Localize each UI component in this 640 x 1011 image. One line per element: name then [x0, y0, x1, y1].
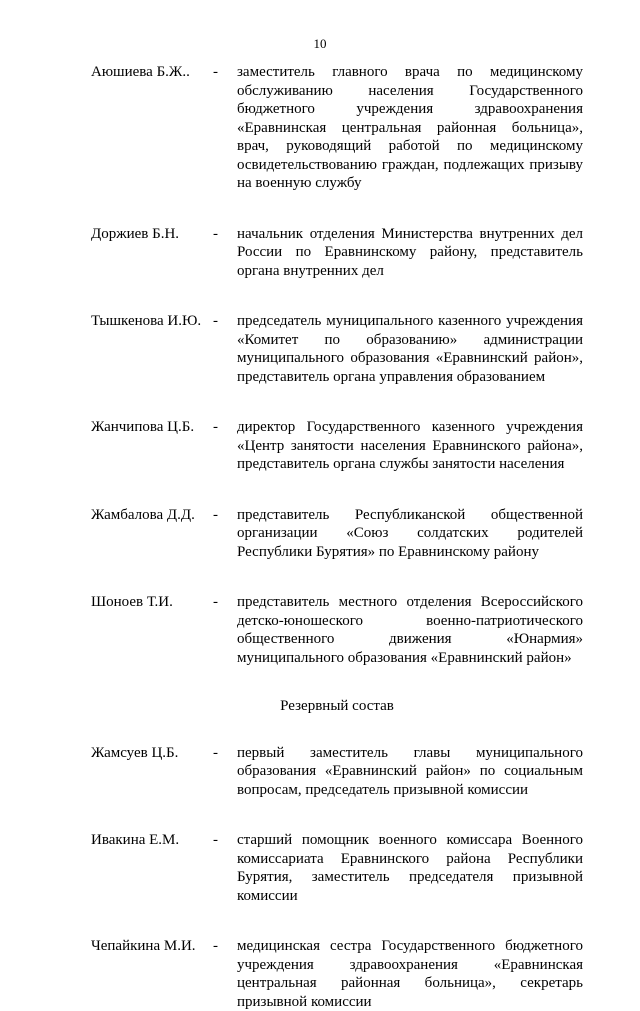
commission-member-list: [91, 63, 583, 1011]
member-description: заместитель главного врача по медицинскому обслуживанию населения Государственного бюджетного учреждения здравоохранения «Еравнинская центральная районная больница», врач, руководящий работой по медицинскому освидетельствованию граждан, подлежащих призыву на военную службу: [237, 64, 583, 191]
member-description: первый заместитель главы муниципального образования «Еравнинский район» по социальным вопросам, председатель призывной комиссии: [237, 744, 583, 798]
member-entry: [91, 312, 583, 386]
member-description: представитель местного отделения Всероссийского детско-юношеского военно-патриотического общественного движения «Юнармия» муниципального образования «Еравнинский район»: [237, 594, 583, 666]
member-name: Жанчипова Ц.Б.: [91, 419, 195, 435]
member-dash: -: [213, 419, 218, 435]
member-name: Чепайкина М.И.: [91, 938, 196, 954]
member-name: Жамбалова Д.Д.: [91, 506, 195, 523]
member-dash: -: [213, 64, 218, 80]
member-description: директор Государственного казенного учреждения «Центр занятости населения Еравнинского района», представитель органа службы занятости населения: [237, 419, 583, 472]
member-description: старший помощник военного комиссара Военного комиссариата Еравнинского района Республики Бурятия, заместитель председателя призывной комиссии: [237, 832, 583, 904]
member-entry: [91, 63, 583, 193]
page-number: 10: [313, 36, 327, 51]
member-dash: -: [213, 744, 218, 761]
reserve-member-entry: [91, 744, 583, 800]
member-description: представитель Республиканской общественной организации «Союз солдатских родителей Республики Бурятия» по Еравнинскому району: [237, 506, 583, 560]
member-entry: [91, 506, 583, 562]
member-dash: -: [213, 938, 218, 954]
member-dash: -: [213, 313, 218, 329]
member-name: Доржиев Б.Н.: [91, 225, 180, 242]
member-name: Жамсуев Ц.Б.: [91, 744, 179, 761]
member-description: начальник отделения Министерства внутренних дел России по Еравнинскому району, представитель органа внутренних дел: [237, 225, 583, 279]
member-name: Тышкенова И.Ю.: [91, 313, 202, 329]
member-dash: -: [213, 506, 218, 523]
member-dash: -: [213, 225, 218, 242]
member-entry: [91, 225, 583, 281]
reserve-section-heading: Резервный состав: [280, 698, 394, 714]
reserve-member-entry: [91, 937, 583, 1011]
member-name: Аюшиева Б.Ж..: [91, 64, 190, 80]
member-dash: -: [213, 594, 218, 610]
member-entry: [91, 418, 583, 474]
member-description: медицинская сестра Государственного бюджетного учреждения здравоохранения «Еравнинская центральная районная больница», секретарь призывной комиссии: [237, 938, 583, 1010]
member-description: председатель муниципального казенного учреждения «Комитет по образованию» администрации муниципального образования «Еравнинский район», представитель органа управления образованием: [237, 313, 583, 385]
member-dash: -: [213, 832, 218, 848]
member-entry: [91, 593, 583, 667]
member-name: Шоноев Т.И.: [91, 594, 173, 610]
reserve-member-entry: [91, 831, 583, 905]
member-name: Ивакина Е.М.: [91, 832, 180, 848]
